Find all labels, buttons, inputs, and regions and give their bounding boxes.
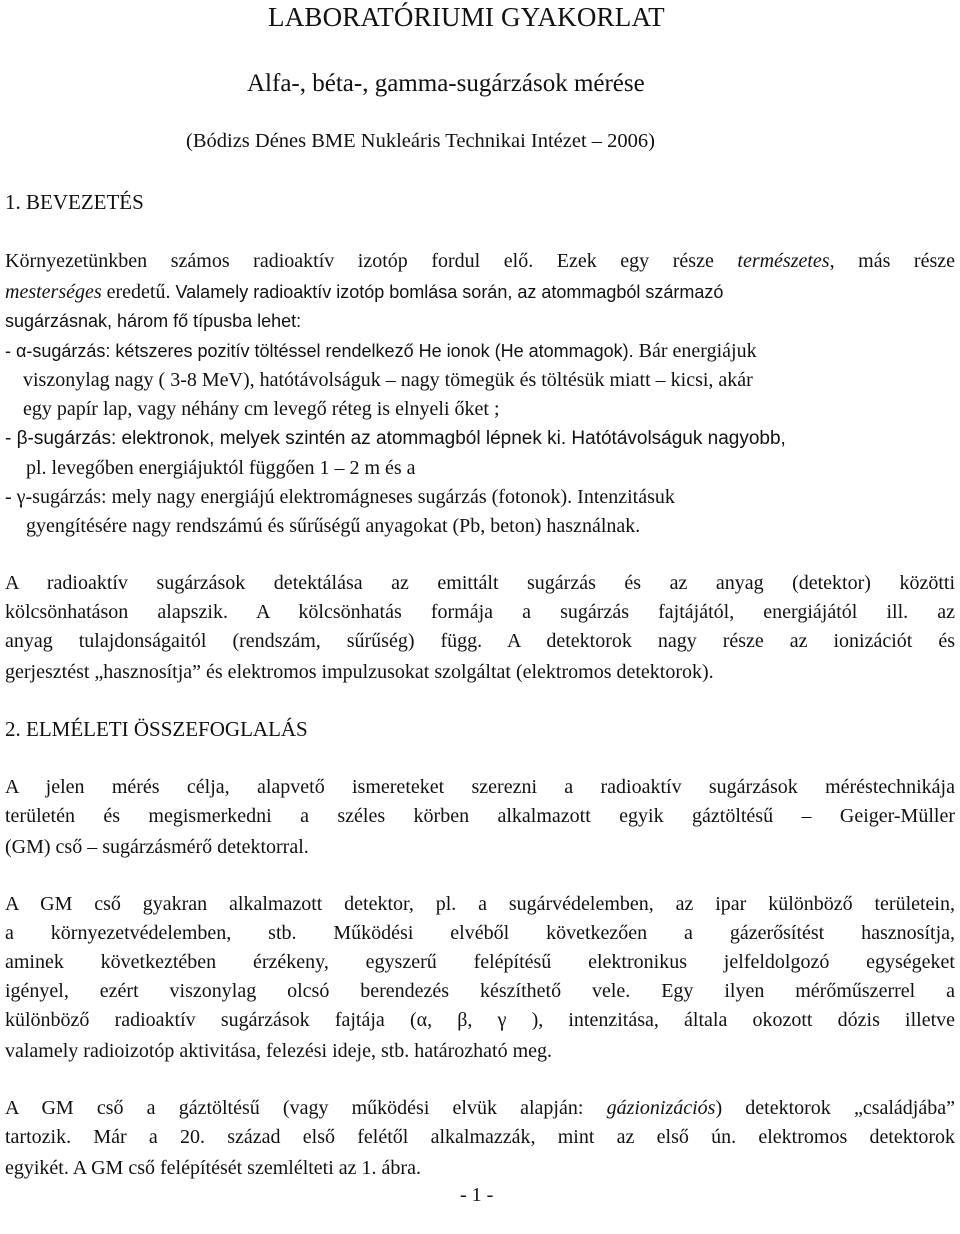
author-line: (Bódizs Dénes BME Nukleáris Technikai Intézet – 2006) bbox=[186, 130, 655, 152]
text-span: , más része bbox=[829, 250, 956, 272]
paragraph-line: különböző radioaktív sugárzások fajtája (α, β, γ ), intenzitása, általa okozott dózis illetve bbox=[5, 1009, 955, 1031]
paragraph-line: egy papír lap, vagy néhány cm levegő réteg is elnyeli őket ; bbox=[23, 398, 500, 420]
text-span: Bár energiájuk bbox=[633, 340, 757, 362]
paragraph-line: viszonylag nagy ( 3-8 MeV), hatótávolságuk – nagy tömegük és töltésük miatt – kicsi, akár bbox=[23, 369, 753, 391]
paragraph-line: pl. levegőben energiájuktól függően 1 – 2 m és a bbox=[26, 457, 416, 479]
list-item-alpha bbox=[5, 338, 757, 364]
page-number: - 1 - bbox=[460, 1184, 494, 1206]
section-heading-introduction: 1. BEVEZETÉS bbox=[5, 190, 144, 214]
paragraph-line: kölcsönhatáson alapszik. A kölcsönhatás formája a sugárzás fajtájától, energiájától ill. az bbox=[5, 601, 955, 623]
paragraph-line: egyikét. A GM cső felépítését szemlélteti az 1. ábra. bbox=[5, 1157, 421, 1179]
emphasis-text: mesterséges bbox=[5, 281, 102, 303]
paragraph-line: aminek következtében érzékeny, egyszerű felépítésű elektronikus jelfeldolgozó egységeket bbox=[5, 951, 955, 973]
list-item-beta: - β-sugárzás: elektronok, melyek szintén az atommagból lépnek ki. Hatótávolságuk nagyobb, bbox=[5, 428, 786, 449]
paragraph-line: sugárzásnak, három fő típusba lehet: bbox=[5, 311, 302, 331]
document-title: LABORATÓRIUMI GYAKORLAT bbox=[268, 2, 665, 32]
paragraph-line: gyengítésére nagy rendszámú és sűrűségű anyagokat (Pb, beton) használnak. bbox=[26, 515, 641, 537]
paragraph-line: a környezetvédelemben, stb. Működési elvéből következően a gázerősítést hasznosítja, bbox=[5, 922, 955, 944]
paragraph-line: A GM cső gyakran alkalmazott detektor, pl. a sugárvédelemben, az ipar különböző területein, bbox=[5, 893, 955, 915]
document-subtitle: Alfa-, béta-, gamma-sugárzások mérése bbox=[247, 70, 645, 97]
section-heading-theory: 2. ELMÉLETI ÖSSZEFOGLALÁS bbox=[5, 717, 308, 741]
paragraph-line: igényel, ezért viszonylag olcsó berendezés készíthető vele. Egy ilyen mérőműszerrel a bbox=[5, 980, 955, 1002]
paragraph-line bbox=[5, 1097, 955, 1120]
text-span: - α-sugárzás: kétszeres pozitív töltéssel rendelkező He ionok (He atommagok). bbox=[5, 341, 634, 361]
emphasis-text: természetes bbox=[737, 250, 830, 272]
text-span: Környezetünkben számos radioaktív izotóp fordul elő. Ezek egy része bbox=[5, 250, 738, 272]
text-span: A GM cső a gáztöltésű (vagy működési elvük alapján: bbox=[5, 1097, 607, 1119]
paragraph-line: tartozik. Már a 20. század első felétől alkalmazzák, mint az első ún. elektromos detektorok bbox=[5, 1126, 955, 1148]
paragraph-line bbox=[5, 279, 723, 305]
paragraph-line: valamely radioizotóp aktivitása, felezési ideje, stb. határozható meg. bbox=[5, 1040, 553, 1062]
paragraph-line bbox=[5, 250, 955, 273]
text-span: eredetű. bbox=[101, 281, 176, 303]
text-span: ) detektorok „családjába” bbox=[715, 1097, 955, 1119]
list-item-gamma: - γ-sugárzás: mely nagy energiájú elektromágneses sugárzás (fotonok). Intenzitásuk bbox=[5, 486, 675, 508]
paragraph-line: területén és megismerkedni a széles körben alkalmazott egyik gáztöltésű – Geiger-Müller bbox=[5, 805, 955, 827]
text-span: Valamely radioaktív izotóp bomlása során, az atommagból származó bbox=[175, 282, 724, 302]
paragraph-line: A jelen mérés célja, alapvető ismereteket szerezni a radioaktív sugárzások méréstechnikája bbox=[5, 776, 955, 798]
emphasis-text: gázionizációs bbox=[606, 1097, 716, 1119]
paragraph-line: gerjesztést „hasznosítja” és elektromos impulzusokat szolgáltat (elektromos detektorok). bbox=[5, 661, 714, 683]
paragraph-line: anyag tulajdonságaitól (rendszám, sűrűség) függ. A detektorok nagy része az ionizációt és bbox=[5, 630, 955, 652]
paragraph-line: (GM) cső – sugárzásmérő detektorral. bbox=[5, 836, 309, 858]
paragraph-line: A radioaktív sugárzások detektálása az emittált sugárzás és az anyag (detektor) közötti bbox=[5, 572, 955, 594]
